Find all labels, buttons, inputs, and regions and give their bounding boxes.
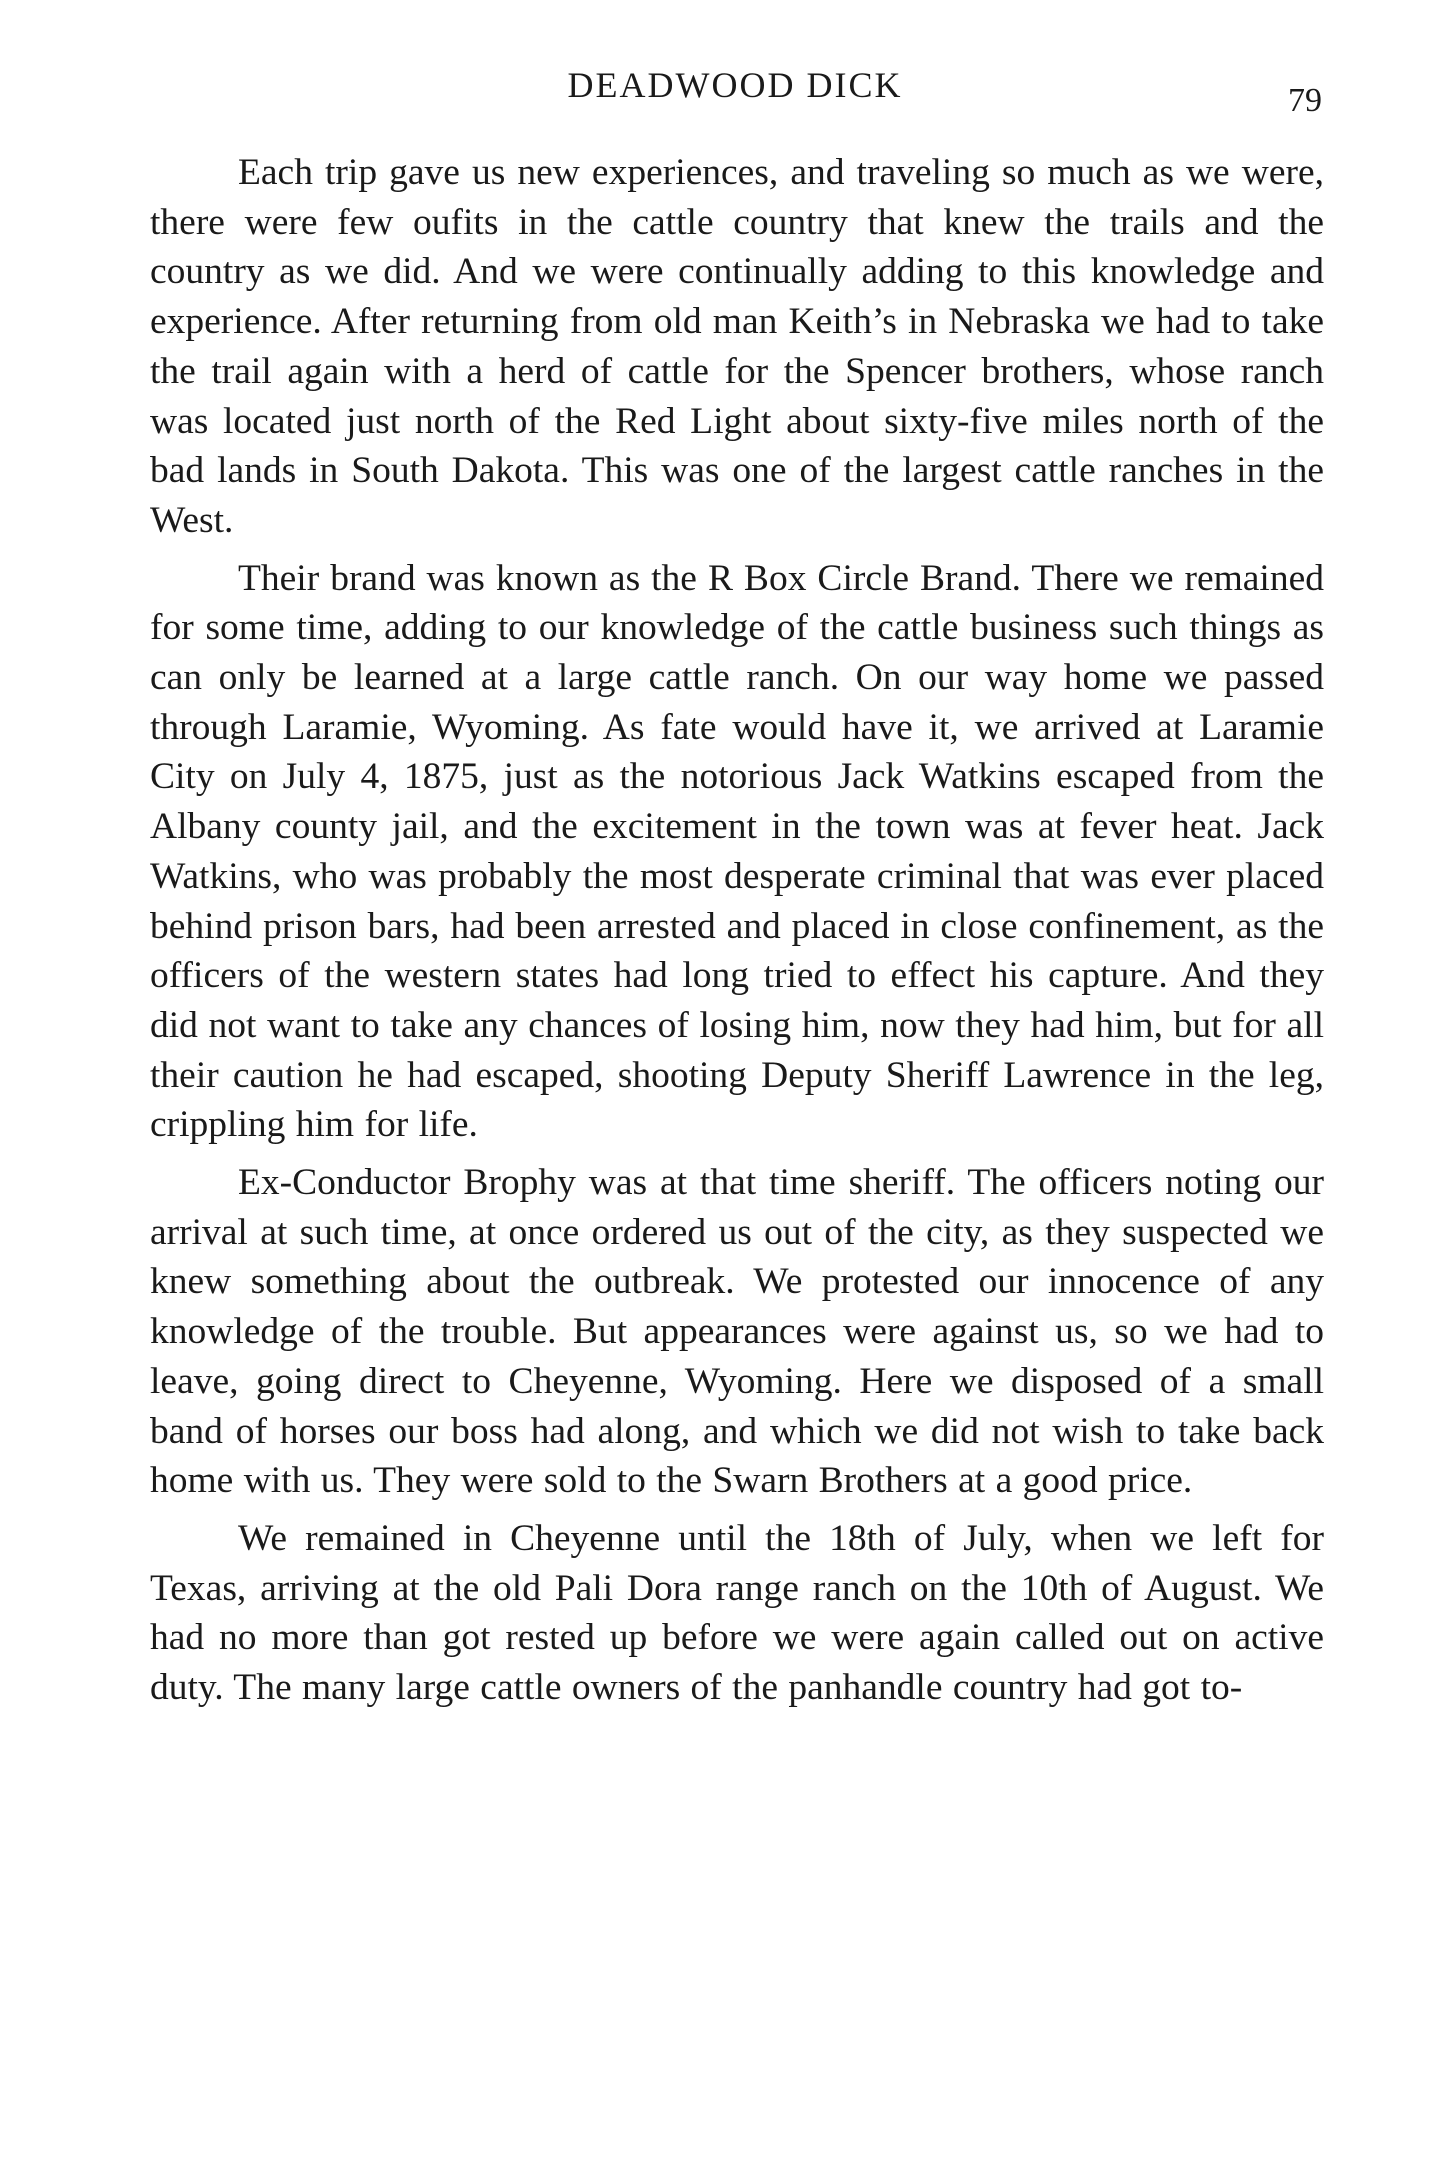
running-header [150,60,1320,120]
paragraph: Each trip gave us new experiences, and traveling so much as we were, there were few oufits in the cattle country that knew the trails and the country as we did. And we were continually adding to this knowledge and experience. After returning from old man Keith’s in Nebraska we had to take the trail again with a herd of cattle for the Spencer brothers, whose ranch was located just north of the Red Light about sixty-five miles north of the bad lands in South Dakota. This was one of the largest cattle ranches in the West. [150,152,1324,541]
running-title: DEADWOOD DICK [567,65,903,105]
paragraph: We remained in Cheyenne until the 18th of July, when we left for Texas, arriving at the old Pali Dora range ranch on the 10th of August. We had no more than got rested up before we were again called out on active duty. The many large cattle owners of the panhandle country had got to- [150,1517,1324,1709]
body-text [150,148,1324,1713]
paragraph: Their brand was known as the R Box Circle Brand. There we remained for some time, adding to our knowledge of the cattle business such things as can only be learned at a large cattle ranch. On our way home we passed through Laramie, Wyoming. As fate would have it, we arrived at Laramie City on July 4, 1875, just as the notorious Jack Watkins escaped from the Albany county jail, and the excitement in the town was at fever heat. Jack Watkins, who was probably the most desperate criminal that was ever placed behind prison bars, had been arrested and placed in close confinement, as the officers of the western states had long tried to effect his capture. And they did not want to take any chances of losing him, now they had him, but for all their caution he had escaped, shooting Deputy Sheriff Lawrence in the leg, crippling him for life. [150,557,1324,1146]
page-number: 79 [1288,82,1322,119]
paragraph: Ex-Conductor Brophy was at that time sheriff. The officers noting our arrival at such time, at once ordered us out of the city, as they suspected we knew something about the outbreak. We protested our innocence of any knowledge of the trouble. But appearances were against us, so we had to leave, going direct to Cheyenne, Wyoming. Here we disposed of a small band of horses our boss had along, and which we did not wish to take back home with us. They were sold to the Swarn Brothers at a good price. [150,1162,1324,1502]
